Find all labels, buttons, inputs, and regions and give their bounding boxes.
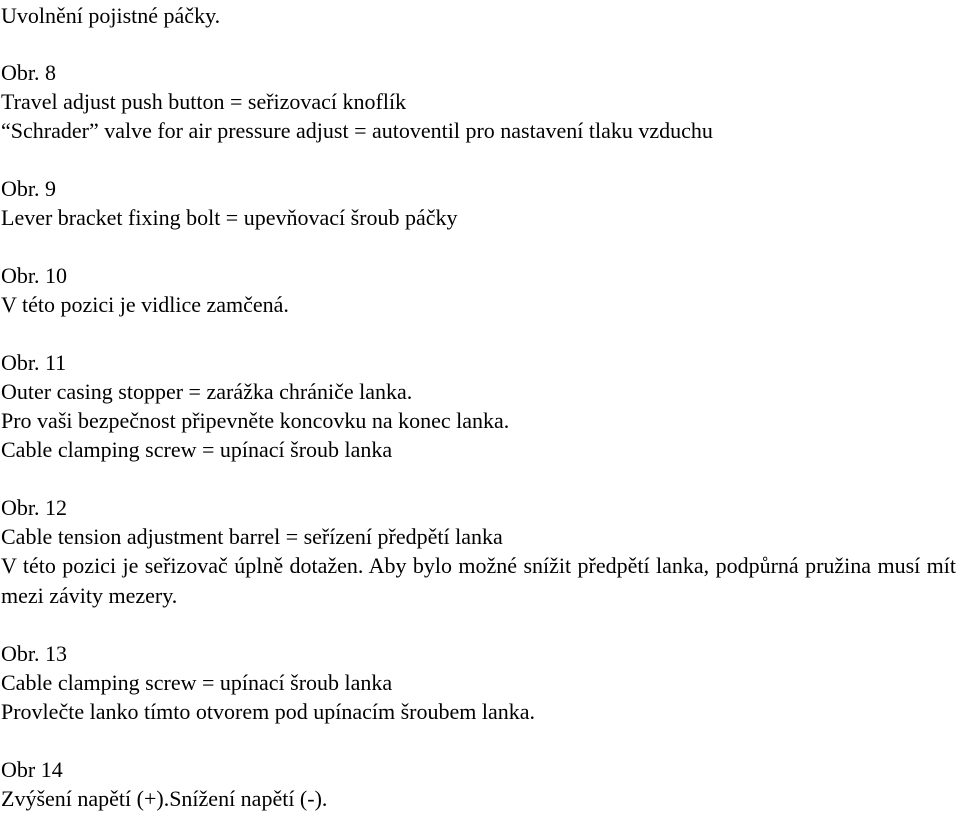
- figure-13-heading: Obr. 13: [1, 641, 67, 666]
- fork-locked-line: V této pozici je vidlice zamčená.: [1, 292, 289, 317]
- figure-12-heading: Obr. 12: [1, 495, 67, 520]
- cable-clamp-line: Cable clamping screw = upínací šroub lanka: [1, 437, 393, 462]
- cable-clamp-line-2: Cable clamping screw = upínací šroub lanka: [1, 670, 393, 695]
- figure-10-heading: Obr. 10: [1, 263, 67, 288]
- outer-casing-line: Outer casing stopper = zarážka chrániče lanka.: [1, 379, 413, 404]
- cable-tension-line: Cable tension adjustment barrel = seřízení předpětí lanka: [1, 524, 503, 549]
- lever-bracket-line: Lever bracket fixing bolt = upevňovací šroub páčky: [1, 205, 458, 230]
- figure-14-heading: Obr 14: [1, 757, 63, 782]
- thread-cable-line: Provlečte lanko tímto otvorem pod upínacím šroubem lanka.: [1, 699, 535, 724]
- adjuster-paragraph: V této pozici je seřizovač úplně dotažen. Aby bylo možné snížit předpětí lanka, podpůrná pružina musí mít mezi závity mezery.: [1, 553, 956, 608]
- safety-line: Pro vaši bezpečnost připevněte koncovku na konec lanka.: [1, 408, 510, 433]
- figure-11-heading: Obr. 11: [1, 350, 67, 375]
- tension-change-line: Zvýšení napětí (+).Snížení napětí (-).: [1, 786, 328, 811]
- figure-9-heading: Obr. 9: [1, 176, 56, 201]
- travel-adjust-line: Travel adjust push button = seřizovací knoflík: [1, 89, 407, 114]
- figure-8-heading: Obr. 8: [1, 60, 56, 85]
- intro-line: Uvolnění pojistné páčky.: [1, 3, 221, 28]
- schrader-valve-line: “Schrader” valve for air pressure adjust = autoventil pro nastavení tlaku vzduchu: [1, 118, 713, 143]
